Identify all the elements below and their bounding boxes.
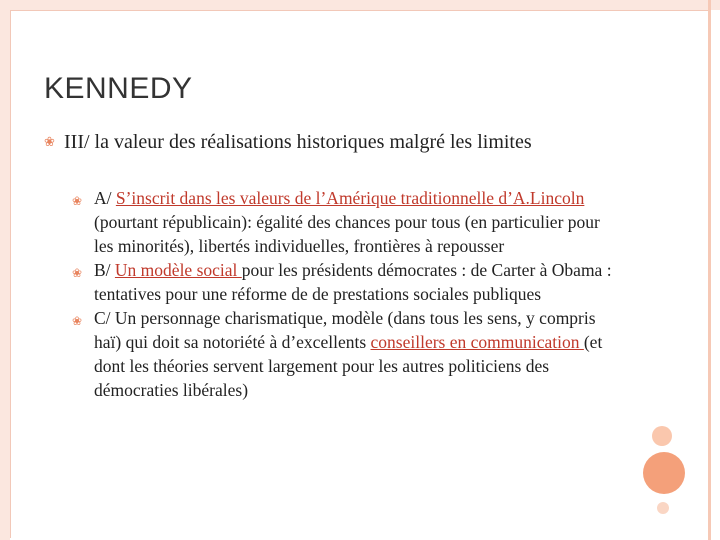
decorative-circle-large [643, 452, 685, 494]
list-item [72, 258, 612, 306]
item-text: (pourtant républicain): égalité des chances pour tous (en particulier pour les minorités), libertés individuelles, frontières à repousser [94, 212, 600, 256]
hyperlink[interactable]: Un modèle social [114, 260, 242, 280]
right-border-line [708, 0, 711, 540]
bullet-icon: ❀ [44, 134, 55, 149]
hyperlink[interactable]: S’inscrit dans les valeurs de l’Amérique traditionnelle d’A.Lincoln [115, 188, 585, 208]
item-prefix: B/ [94, 260, 115, 280]
top-border-band [0, 0, 720, 10]
main-point [44, 130, 604, 154]
bullet-icon: ❀ [72, 314, 83, 328]
slide-title: KENNEDY [44, 72, 193, 105]
item-text: (et dont les théories servent largement pour les autres politiciens des démocraties libérales) [94, 332, 603, 400]
list-item [72, 306, 612, 402]
decorative-circle-small [652, 426, 672, 446]
item-text: pour les présidents démocrates : de Carter à Obama : tentatives pour une réforme de de prestations sociales publiques [94, 260, 612, 304]
left-border-band [0, 0, 10, 540]
sub-list [72, 186, 612, 402]
list-item [72, 186, 612, 258]
main-point-text: III/ la valeur des réalisations historiques malgré les limites [64, 131, 532, 153]
bullet-icon: ❀ [72, 266, 83, 280]
item-prefix: A/ [94, 188, 116, 208]
decorative-circle-tiny [657, 502, 669, 514]
item-prefix: C/ Un personnage charismatique, modèle (dans tous les sens, y compris haï) qui doit sa notoriété à d’excellents [94, 308, 596, 352]
bullet-icon: ❀ [72, 194, 83, 208]
hyperlink[interactable]: conseillers en communication [370, 332, 584, 352]
